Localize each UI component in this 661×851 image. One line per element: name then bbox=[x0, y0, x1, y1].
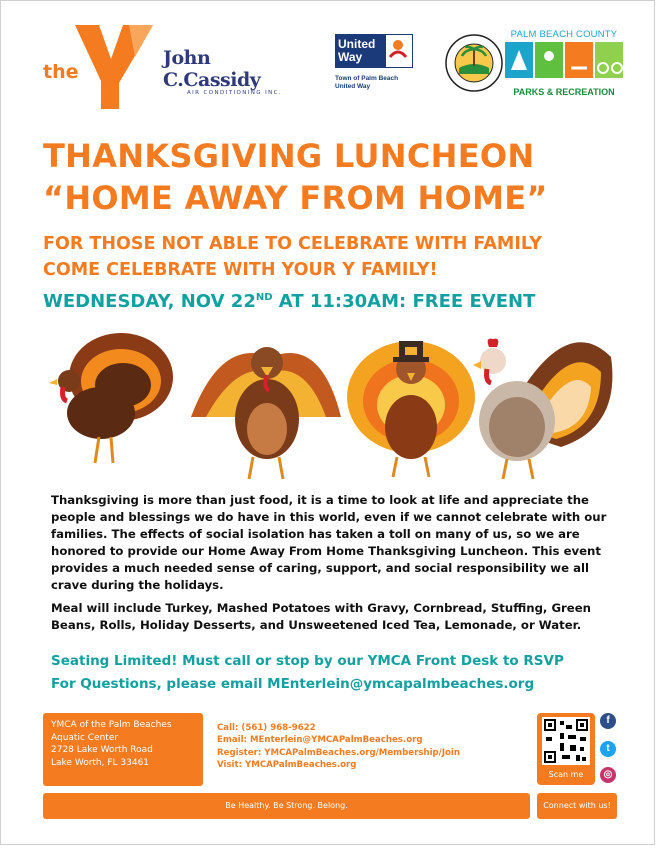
address-box bbox=[43, 713, 203, 786]
cassidy-subtitle: AIR CONDITIONING INC. bbox=[187, 90, 282, 96]
event-date-b: AT 11:30AM: FREE EVENT bbox=[272, 291, 536, 312]
turkey-4-icon bbox=[473, 339, 612, 479]
scan-me-label: Scan me bbox=[548, 770, 584, 779]
united-way-caption-2: United Way bbox=[335, 83, 371, 90]
ymca-y-icon bbox=[39, 19, 164, 111]
body-paragraph-2: Meal will include Turkey, Mashed Potatoes with Gravy, Cornbread, Stuffing, Green Beans, Rolls, Holiday Desserts, and Unsweetened Iced Tea, Lemonade, or Water. bbox=[51, 601, 591, 632]
instagram-icon[interactable]: ◎ bbox=[600, 767, 616, 783]
contact-email[interactable]: Email: MEnterlein@YMCAPalmBeaches.org bbox=[217, 735, 423, 746]
pbc-banner-icon bbox=[501, 40, 627, 80]
turkeys-illustration bbox=[41, 317, 621, 485]
headline-line-1: THANKSGIVING LUNCHEON bbox=[43, 137, 535, 175]
ymca-logo-the: the bbox=[43, 61, 79, 83]
address-line: YMCA of the Palm Beaches bbox=[51, 720, 172, 730]
ymca-small-label: YMCA bbox=[107, 79, 114, 99]
united-way-box bbox=[335, 34, 413, 68]
address-line: Aquatic Center bbox=[51, 732, 119, 743]
cassidy-name: John C.Cassidy bbox=[163, 47, 261, 91]
cassidy-logo bbox=[163, 47, 313, 96]
qr-code-icon bbox=[542, 717, 590, 765]
contact-visit[interactable]: Visit: YMCAPalmBeaches.org bbox=[217, 759, 357, 770]
address-line: Lake Worth, FL 33461 bbox=[51, 757, 150, 768]
twitter-icon[interactable]: t bbox=[600, 741, 616, 757]
contact-call[interactable]: Call: (561) 968-9622 bbox=[217, 723, 316, 733]
pbc-subtitle: PARKS & RECREATION bbox=[513, 87, 615, 97]
united-way-box-text: United Way bbox=[336, 35, 386, 67]
connect-button[interactable]: Connect with us! bbox=[537, 793, 617, 819]
rsvp-note: Seating Limited! Must call or stop by our YMCA Front Desk to RSVP bbox=[51, 653, 564, 669]
subheadline-line-2: COME CELEBRATE WITH YOUR Y FAMILY! bbox=[43, 260, 438, 280]
county-seal-icon bbox=[445, 34, 503, 92]
united-way-logo bbox=[335, 34, 427, 91]
turkey-2-icon bbox=[191, 347, 341, 479]
turkey-1-icon bbox=[49, 333, 173, 463]
questions-note: For Questions, please email MEnterlein@ymcapalmbeaches.org bbox=[51, 676, 535, 692]
event-date-a: WEDNESDAY, NOV 22 bbox=[43, 291, 256, 312]
contact-register[interactable]: Register: YMCAPalmBeaches.org/Membership/Join bbox=[217, 747, 460, 758]
united-way-caption-1: Town of Palm Beach bbox=[335, 75, 399, 82]
tagline-bar: Be Healthy. Be Strong. Belong. bbox=[43, 793, 530, 819]
address-line: 2728 Lake Worth Road bbox=[51, 745, 153, 755]
qr-code-box[interactable] bbox=[537, 713, 595, 785]
united-way-hand-icon bbox=[386, 35, 412, 67]
subheadline-line-1: FOR THOSE NOT ABLE TO CELEBRATE WITH FAMILY bbox=[43, 234, 542, 254]
headline-line-2: “HOME AWAY FROM HOME” bbox=[43, 179, 548, 217]
ymca-logo bbox=[39, 19, 164, 111]
turkey-3-icon bbox=[347, 341, 475, 477]
event-date-sup: ND bbox=[255, 292, 273, 303]
facebook-icon[interactable]: f bbox=[600, 713, 616, 729]
pbc-title: PALM BEACH COUNTY bbox=[510, 29, 618, 40]
pbc-parks-logo bbox=[501, 29, 627, 97]
event-date bbox=[43, 291, 535, 312]
contact-info bbox=[217, 722, 460, 771]
body-paragraph-1: Thanksgiving is more than just food, it is a time to look at life and appreciate the people and blessings we do have in this world, even if we cannot celebrate with our families. The effects of social isolation has taken a toll on many of us, so we are honored to provide our Home Away From Home Thanksgiving Luncheon. This event provides a much needed sense of caring, support, and social responsibility we all crave during the holidays. bbox=[51, 493, 607, 592]
